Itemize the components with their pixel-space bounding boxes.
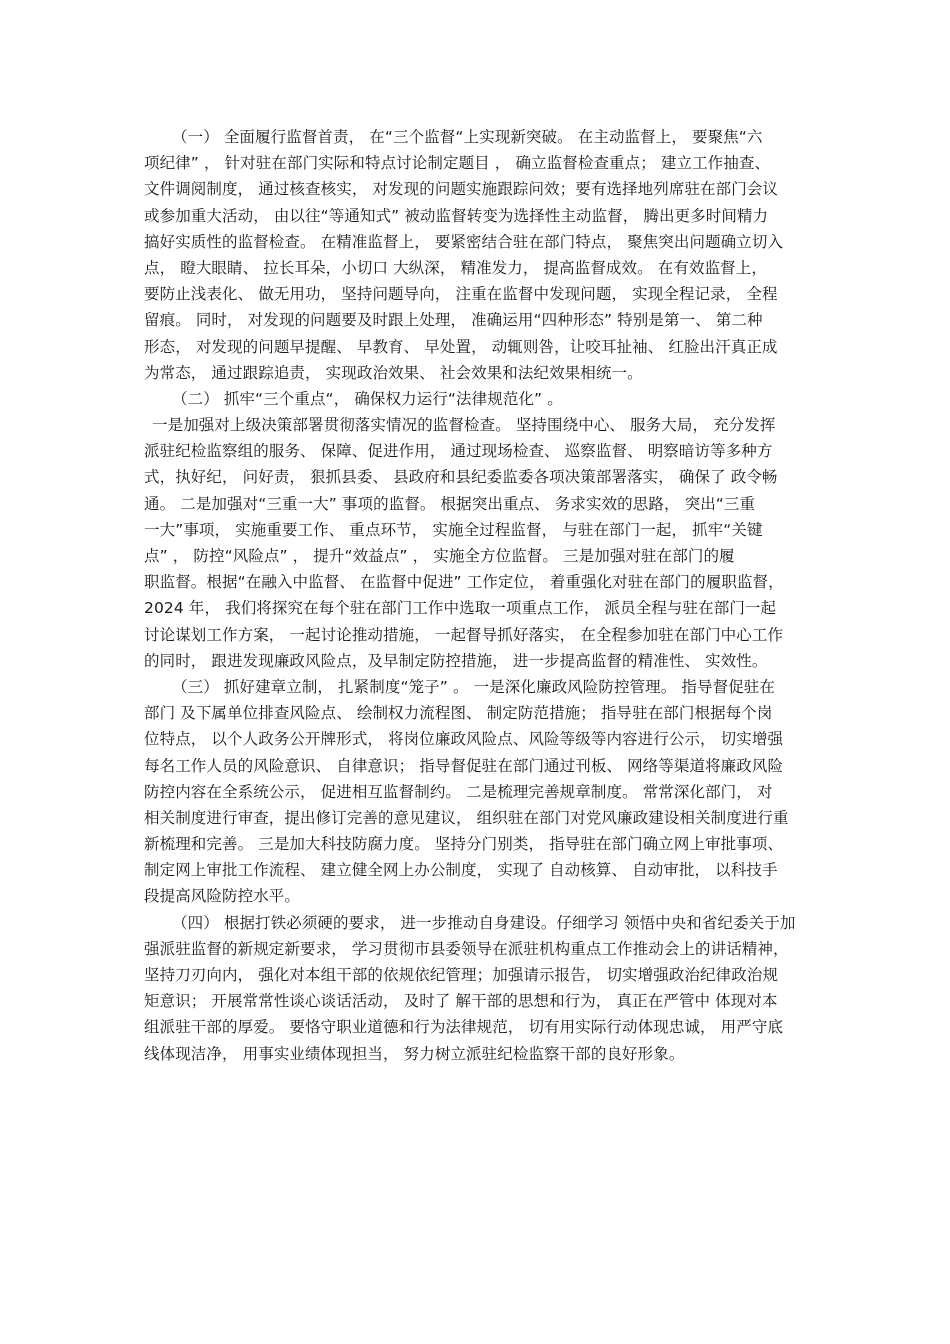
text-line: 2024 年， 我们将探究在每个驻在部门工作中选取一项重点工作， 派员全程与驻在部门一起 (144, 599, 777, 618)
text-line: 搞好实质性的监督检查。 在精准监督上， 要紧密结合驻在部门特点， 聚焦突出问题确立切入 (144, 232, 784, 251)
text-line: 位特点， 以个人政务公开牌形式， 将岗位廉政风险点、风险等级等内容进行公示， 切实增强 (144, 730, 784, 749)
text-line: 的同时， 跟进发现廉政风险点，及早制定防控措施， 进一步提高监督的精准性、 实效性。 (144, 651, 768, 670)
text-line: 文件调阅制度， 通过核查核实， 对发现的问题实施跟踪问效；要有选择地列席驻在部门会议 (144, 180, 779, 199)
text-line: 派驻纪检监察组的服务、 保障、促进作用， 通过现场检查、 巡察监督、 明察暗访等多种方 (144, 442, 773, 461)
document-body (144, 124, 816, 1067)
paragraph-p2 (144, 386, 816, 412)
text-line: 项纪律” ， 针对驻在部门实际和特点讨论制定题目 ， 确立监督检查重点； 建立工作抽查、 (144, 154, 771, 173)
text-line: 一大”事项， 实施重要工作、 重点环节， 实施全过程监督， 与驻在部门一起， 抓牢“关键 (144, 520, 763, 539)
text-line: 防控内容在全系统公示， 促进相互监督制约。 二是梳理完善规章制度。 常常深化部门， 对 (144, 782, 773, 801)
paragraph-p1 (144, 124, 816, 386)
paragraph-p5b (144, 936, 816, 1067)
text-line: 要防止浅表化、 做无用功， 坚持问题导向， 注重在监督中发现问题， 实现全程记录， 全程 (144, 285, 778, 304)
text-line: 或参加重大活动， 由以往“等通知式” 被动监督转变为选择性主动监督， 腾出更多时间精力 (144, 206, 769, 225)
text-line: （四） 根据打铁必须硬的要求， 进一步推动自身建设。仔细学习 领悟中央和省纪委关于加 (172, 913, 796, 932)
text-line: 点， 瞪大眼睛、 拉长耳朵，小切口 大纵深， 精准发力， 提高监督成效。 在有效监督上， (144, 258, 767, 277)
text-line: 形态， 对发现的问题早提醒、 早教育、 早处置， 动辄则咎，让咬耳扯袖、 红脸出汗真正成 (144, 337, 778, 356)
text-line: 点” ， 防控“风险点” ， 提升“效益点” ， 实施全方位监督。 三是加强对驻在部门的履 (144, 547, 735, 565)
paragraph-p5 (144, 910, 816, 936)
text-line: （二） 抓牢“三个重点“， 确保权力运行“法律规范化” 。 (172, 389, 563, 408)
text-line: 新梳理和完善。 三是加大科技防腐力度。 坚持分门别类， 指导驻在部门确立网上审批事项、 (144, 835, 784, 854)
text-line: （一） 全面履行监督首责， 在“三个监督“上实现新突破。 在主动监督上， 要聚焦“六 (172, 128, 763, 146)
text-line: 职监督。根据“在融入中监督、 在监督中促进” 工作定位， 着重强化对驻在部门的履职监督， (144, 573, 784, 592)
text-line: （三） 抓好建章立制， 扎紧制度“笼子” 。 一是深化廉政风险防控管理。 指导督促驻在 (172, 677, 775, 696)
text-line: 部门 及下属单位排查风险点、 绘制权力流程图、 制定防范措施； 指导驻在部门根据每个岗 (144, 704, 773, 723)
paragraph-p3 (144, 412, 816, 674)
text-line: 段提高风险防控水平。 (144, 887, 301, 906)
text-line: 相关制度进行审查，提出修订完善的意见建议， 组织驻在部门对党风廉政建设相关制度进行重 (144, 808, 789, 827)
text-line: 制定网上审批工作流程、 建立健全网上办公制度， 实现了 自动核算、 自动审批， 以科技手 (144, 861, 778, 880)
text-line: 每名工作人员的风险意识、 自律意识； 指导督促驻在部门通过刊板、 网络等渠道将廉政风险 (144, 756, 784, 775)
text-line: 为常态， 通过跟踪追责， 实现政治效果、 社会效果和法纪效果相统一。 (144, 363, 643, 382)
text-line: 矩意识； 开展常常性谈心谈话活动， 及时了 解干部的思想和行为， 真正在严管中 体现对本 (144, 992, 778, 1011)
text-line: 组派驻干部的厚爱。 要恪守职业道德和行为法律规范， 切有用实际行动体现忠诚， 用严守底 (144, 1018, 784, 1037)
text-line: 留痕。 同时， 对发现的问题要及时跟上处理， 准确运用“四种形态” 特别是第一、 第二种 (144, 311, 763, 330)
paragraph-p4b (144, 700, 816, 910)
text-line: 式，执好纪， 问好责， 狠抓县委、 县政府和县纪委监委各项决策部署落实， 确保了 政令畅 (144, 468, 778, 487)
text-line: 一是加强对上级决策部署贯彻落实情况的监督检查。 坚持围绕中心、 服务大局， 充分发挥 (152, 416, 776, 435)
text-line: 通。 二是加强对“三重一大” 事项的监督。 根据突出重点、 务求实效的思路， 突出“三重 (144, 494, 756, 513)
text-line: 讨论谋划工作方案， 一起讨论推动措施， 一起督导抓好落实， 在全程参加驻在部门中心工作 (144, 625, 784, 644)
text-line: 坚持刀刃向内， 强化对本组干部的依规依纪管理；加强请示报告， 切实增强政治纪律政治规 (144, 966, 779, 984)
text-line: 强派驻监督的新规定新要求， 学习贯彻市县委领导在派驻机构重点工作推动会上的讲话精神， (144, 939, 789, 958)
paragraph-p4 (144, 674, 816, 700)
text-line: 线体现洁净， 用事实业绩体现担当， 努力树立派驻纪检监察干部的良好形象。 (144, 1044, 685, 1063)
